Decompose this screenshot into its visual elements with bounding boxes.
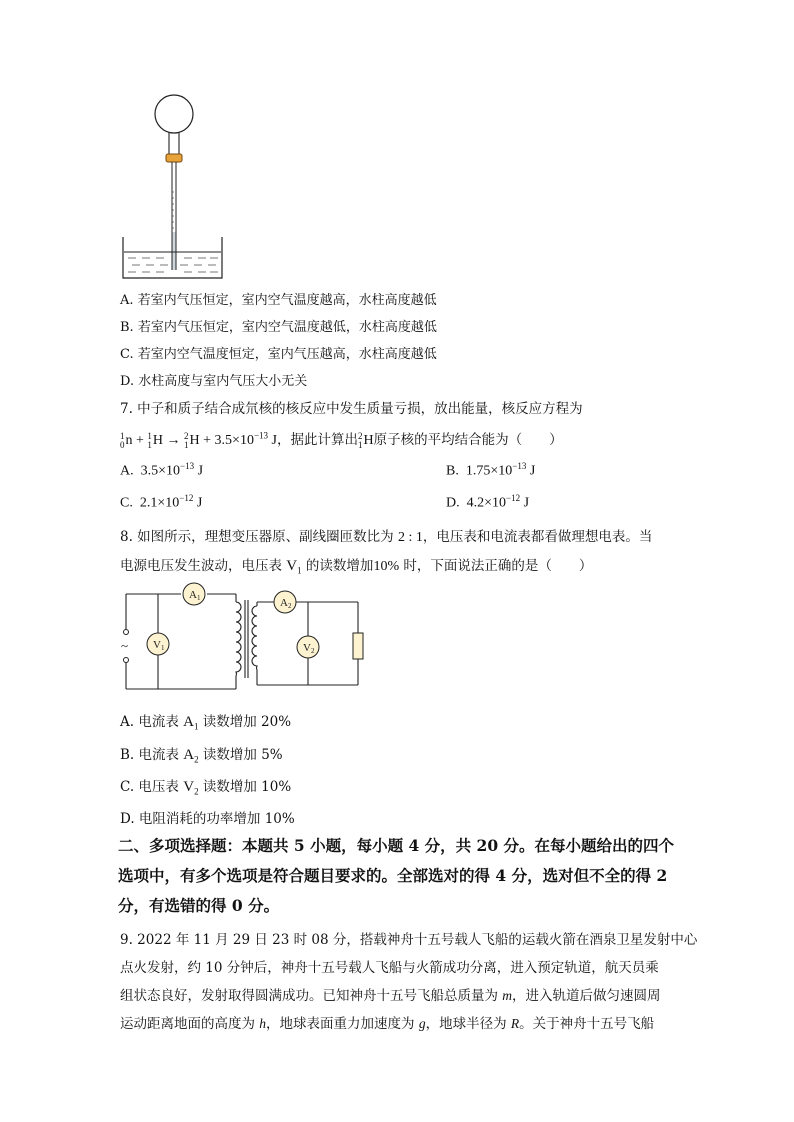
q8-stem-a: 8. 如图所示，理想变压器原、副线圈匝数比为 — [120, 529, 398, 545]
q9-line3-a: 组状态良好，发射取得圆满成功。已知神舟十五号飞船总质量为 — [120, 988, 503, 1004]
q7-n-nuclide-numbers — [120, 432, 125, 450]
q9-line3 — [120, 984, 661, 1004]
q8-d-label: D. 电阻消耗的功率增加 10% — [120, 811, 295, 827]
q8-c-sub: 2 — [194, 786, 199, 797]
q9-line4-a: 运动距离地面的高度为 — [120, 1016, 260, 1032]
transformer-circuit-figure — [116, 582, 366, 694]
ammeter-a1 — [183, 583, 205, 605]
q8-a-meter: A — [183, 714, 194, 730]
a2-letter: A — [280, 597, 288, 609]
q8-stem-c: 电源电压发生波动，电压表 — [120, 558, 287, 574]
proton-symbol: H — [152, 433, 164, 448]
q7-a-mantissa: 3.5×10 — [140, 463, 181, 479]
q6-option-c: C. 若室内空气温度恒定，室内气压越高，水柱高度越低 — [120, 347, 437, 362]
flask-apparatus-figure — [118, 92, 228, 282]
n-charge: 0 — [120, 439, 125, 450]
q8-a-rest: 读数增加 20% — [198, 714, 292, 730]
q8-c-meter: V — [183, 779, 195, 795]
nuc-mass: 2 — [357, 430, 363, 441]
v1-sub: 1 — [161, 644, 165, 652]
q8-option-d — [120, 807, 295, 827]
q9-mass-symbol: m — [502, 988, 513, 1003]
q7-c-unit: J — [193, 495, 203, 511]
n-mass: 1 — [120, 430, 125, 441]
q7-d-unit: J — [520, 495, 530, 511]
q9-line4-c: ，地球半径为 — [425, 1016, 511, 1032]
q7-h1-nuclide-numbers — [147, 432, 152, 450]
h2-mass: 2 — [184, 430, 189, 441]
neutron-symbol: n — [125, 433, 133, 448]
q7-option-c — [120, 493, 202, 512]
q8-pct: 10% — [373, 559, 400, 574]
energy-term: + 3.5×10 — [199, 433, 254, 448]
q7-nuc-symbol: H — [363, 433, 374, 448]
q8-v1-symbol: V — [286, 558, 298, 574]
q6-option-d: D. 水柱高度与室内气压大小无关 — [120, 374, 308, 389]
q7-c-label: C. — [120, 495, 133, 511]
q7-c-exp: −12 — [179, 493, 194, 503]
v2-sub: 2 — [311, 647, 315, 655]
q7-b-mantissa: 1.75×10 — [465, 463, 513, 479]
q7-d-label: D. — [446, 495, 460, 511]
q9-height-symbol: h — [259, 1016, 267, 1031]
q6-option-b: B. 若室内气压恒定，室内空气温度越低，水柱高度越低 — [120, 320, 437, 335]
voltmeter-v1 — [147, 633, 169, 655]
q7-b-label: B. — [446, 463, 459, 479]
q9-radius-symbol: R — [510, 1016, 520, 1031]
q7-stem-end: 原子核的平均结合能为（ ） — [373, 432, 563, 448]
q7-b-exp: −13 — [512, 461, 527, 471]
ac-source-symbol: ~ — [121, 638, 129, 653]
q8-b-sub: 2 — [194, 754, 199, 765]
q9-line1: 9. 2022 年 11 月 29 日 23 时 08 分，搭载神舟十五号载人飞船的运载火箭在酒泉卫星发射中心 — [120, 932, 698, 948]
q8-stem-line2 — [120, 554, 592, 576]
q9-line3-b: ，进入轨道后做匀速圆周 — [512, 988, 661, 1004]
h1-charge: 1 — [147, 439, 152, 450]
q7-b-unit: J — [526, 463, 536, 479]
section2-heading-line1: 二、多项选择题：本题共 5 小题，每小题 4 分，共 20 分。在每小题给出的四个 — [118, 836, 675, 855]
q8-stem-line1 — [120, 525, 652, 546]
q7-option-b — [446, 461, 535, 480]
q8-a-sub: 1 — [193, 721, 199, 732]
voltmeter-v2 — [297, 636, 319, 658]
q8-c-rest: 读数增加 10% — [198, 779, 292, 795]
nuc-charge: 1 — [357, 439, 363, 450]
q8-option-a — [120, 710, 291, 732]
q9-gravity-symbol: g — [418, 1016, 426, 1031]
q7-equation — [120, 428, 563, 450]
q9-line4-b: ，地球表面重力加速度为 — [266, 1016, 419, 1032]
a1-letter: A — [189, 589, 197, 601]
q8-b-label: B. 电流表 — [120, 747, 184, 763]
q8-ratio: 2 : 1 — [397, 530, 423, 545]
q7-a-exp: −13 — [180, 461, 195, 471]
q7-a-label: A. — [120, 463, 134, 479]
q7-stem-line1: 7. 中子和质子结合成氘核的核反应中发生质量亏损，放出能量，核反应方程为 — [120, 401, 583, 417]
h1-mass: 1 — [147, 430, 152, 441]
plus: + — [132, 433, 148, 448]
q7-d-exp: −12 — [506, 493, 521, 503]
q7-option-d — [446, 493, 529, 512]
reaction-arrow: → — [163, 433, 185, 448]
v2-letter: V — [303, 642, 311, 654]
q8-stem-d: 的读数增加 — [301, 558, 374, 574]
q8-b-meter: A — [183, 747, 195, 763]
section2-heading-line3: 分，有选错的得 0 分。 — [118, 896, 280, 915]
q8-a-label: A. 电流表 — [120, 714, 184, 730]
q6-option-a: A. 若室内气压恒定，室内空气温度越高，水柱高度越低 — [120, 293, 437, 308]
q8-stem-e: 时，下面说法正确的是（ ） — [399, 558, 593, 574]
q9-line4-d: 。关于神舟十五号飞船 — [519, 1016, 655, 1032]
q9-line2: 点火发射，约 10 分钟后，神舟十五号载人飞船与火箭成功分离，进入预定轨道，航天员乘 — [120, 960, 659, 976]
q7-nuc-numbers — [358, 432, 363, 450]
section2-heading-line2: 选项中，有多个选项是符合题目要求的。全部选对的得 4 分，选对但不全的得 2 — [118, 866, 668, 885]
q8-stem-b: ，电压表和电流表都看做理想电表。当 — [422, 529, 653, 545]
q8-option-c — [120, 775, 291, 797]
q7-stem-mid: ，据此计算出 — [276, 432, 358, 448]
q7-d-mantissa: 4.2×10 — [466, 495, 507, 511]
q8-option-b — [120, 743, 283, 765]
h2-charge: 1 — [184, 439, 189, 450]
q7-h2-nuclide-numbers — [184, 432, 189, 450]
energy-exponent: −13 — [253, 430, 269, 441]
a2-sub: 2 — [288, 602, 292, 610]
q8-v1-sub: 1 — [297, 565, 302, 576]
q8-b-rest: 读数增加 5% — [198, 747, 283, 763]
v1-letter: V — [153, 639, 161, 651]
resistor-symbol — [353, 633, 363, 659]
q8-c-label: C. 电压表 — [120, 779, 184, 795]
q7-a-unit: J — [194, 463, 204, 479]
a1-sub: 1 — [197, 594, 201, 602]
deuteron-symbol: H — [189, 433, 200, 448]
ammeter-a2 — [274, 591, 296, 613]
energy-unit: J — [268, 433, 277, 448]
q7-option-a — [120, 461, 203, 480]
q9-line4 — [120, 1012, 654, 1032]
q7-c-mantissa: 2.1×10 — [139, 495, 180, 511]
